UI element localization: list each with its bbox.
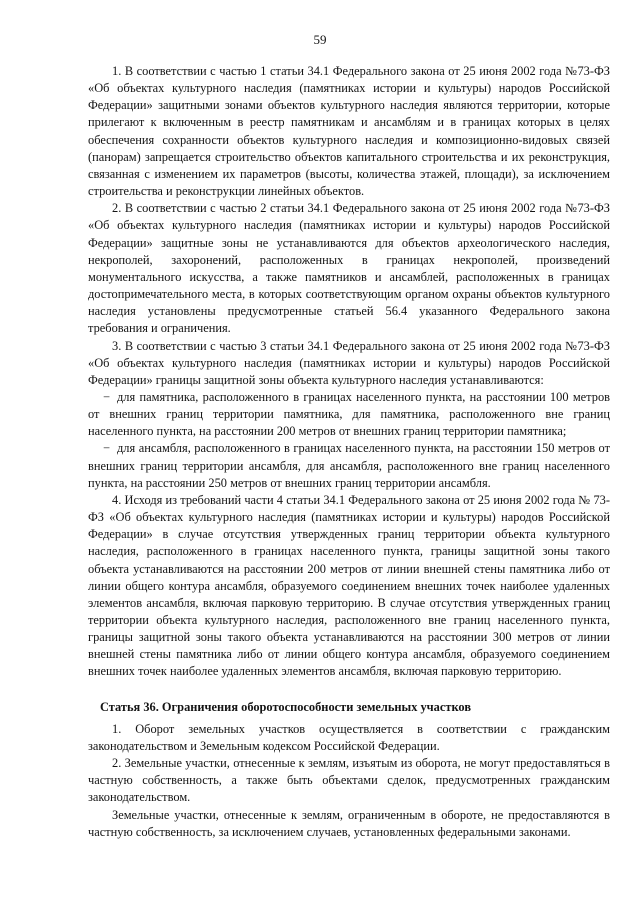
bullet-text: для ансамбля, расположенного в границах населенного пункта, на расстоянии 150 метров от внешних границ территории ансамбля, для ансамбля, расположенного вне границ населенного пункта, на расстоянии 250 метров от внешних границ территории ансамбля.	[88, 441, 610, 490]
page-number: 59	[313, 32, 327, 47]
article-paragraph-3: Земельные участки, отнесенные к землям, ограниченным в обороте, не предоставляются в частную собственность, за исключением случаев, установленных федеральными законами.	[88, 807, 610, 839]
paragraph-item-1: 1. В соответствии с частью 1 статьи 34.1 Федерального закона от 25 июня 2002 года №73-ФЗ «Об объектах культурного наследия (памятниках истории и культуры) народов Российской Федерации» защитными зонами объектов культурного наследия являются территории, которые прилегают к включенным в реестр памятникам и ансамблям и в границах которых в целях обеспечения сохранности объектов культурного наследия и композиционно-видовых связей (панорам) запрещается строительство объектов капитального строительства и их реконструкция, связанная с изменением их параметров (высоты, количества этажей, площади), за исключением строительства и реконструкции линейных объектов.	[88, 64, 610, 199]
article-paragraph-2: 2. Земельные участки, отнесенные к землям, изъятым из оборота, не могут предоставляться в частную собственность, а также быть объектами сделок, предусмотренных гражданским законодательством.	[88, 756, 610, 805]
paragraph-item-4: 4. Исходя из требований части 4 статьи 34.1 Федерального закона от 25 июня 2002 года № 73-ФЗ «Об объектах культурного наследия (памятниках истории и культуры) народов Российской Федерации» в случае отсутствия утвержденных границ территории объекта культурного наследия, расположенного в границах населенного пункта, границы защитной зоны такого объекта устанавливаются на расстоянии 200 метров от линии внешней стены памятника либо от линии общего контура ансамбля, образуемого соединением внешних точек наиболее удаленных элементов ансамбля, включая парковую территорию. В случае отсутствия утвержденных границ территории объекта культурного наследия, расположенного вне границ населенного пункта, границы защитной зоны такого объекта устанавливаются на расстоянии 300 метров от линии внешней стены памятника либо от линии общего контура ансамбля, образуемого соединением внешних точек наиболее удаленных элементов ансамбля, включая парковую территорию.	[88, 492, 610, 679]
article-heading: Статья 36. Ограничения оборотоспособности земельных участков	[100, 699, 472, 714]
bullet-text: для памятника, расположенного в границах населенного пункта, на расстоянии 100 метров от внешних границ территории памятника, для памятника, расположенного вне границ населенного пункта, на расстоянии 200 метров от внешних границ территории памятника;	[88, 389, 610, 439]
bullet-dash: −	[103, 441, 110, 456]
bullet-dash: −	[103, 389, 110, 404]
bullet-item-ensemble	[88, 440, 610, 491]
document-body	[88, 63, 610, 841]
bullet-item-monument	[88, 389, 610, 440]
paragraph-item-2: 2. В соответствии с частью 2 статьи 34.1 Федерального закона от 25 июня 2002 года №73-ФЗ «Об объектах культурного наследия (памятниках истории и культуры) народов Российской Федерации» защитные зоны не устанавливаются для объектов археологического наследия, некрополей, захоронений, расположенных в границах некрополей, произведений монументального искусства, а также памятников и ансамблей, расположенных в границах достопримечательного места, в которых соответствующим органом охраны объектов культурного наследия установлены предусмотренные статьей 56.4 указанного Федерального закона требования и ограничения.	[88, 201, 610, 336]
article-paragraph-1: 1. Оборот земельных участков осуществляется в соответствии с гражданским законодательством и Земельным кодексом Российской Федерации.	[88, 721, 610, 753]
paragraph-item-3: 3. В соответствии с частью 3 статьи 34.1 Федерального закона от 25 июня 2002 года №73-ФЗ «Об объектах культурного наследия (памятниках истории и культуры) народов Российской Федерации» границы защитной зоны объекта культурного наследия устанавливаются:	[88, 338, 610, 387]
